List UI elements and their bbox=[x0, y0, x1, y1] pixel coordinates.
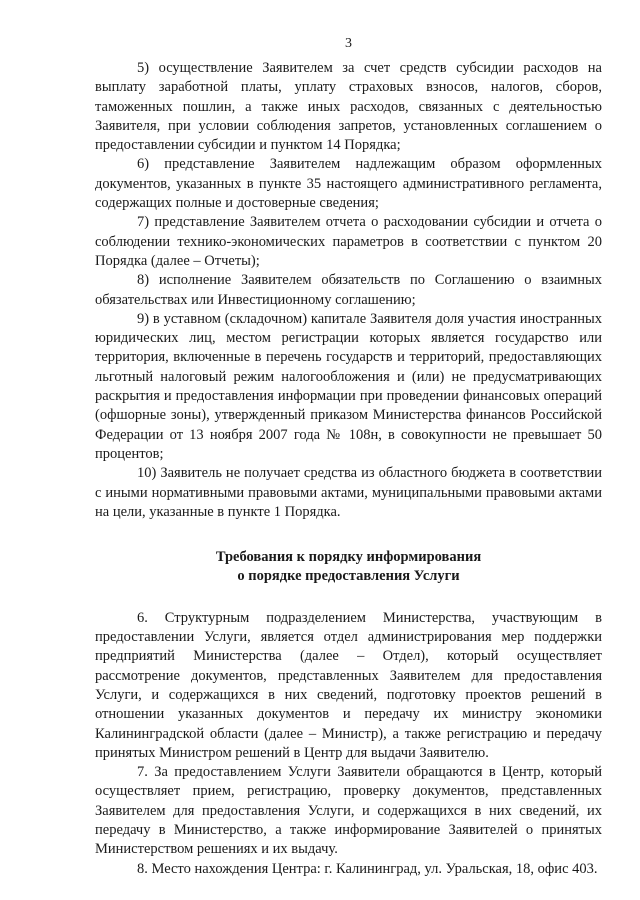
list-item: 6) представление Заявителем надлежащим образом оформленных документов, указанных в пункте 35 настоящего административного регламента, содержащих полные и достоверные сведения; bbox=[95, 156, 602, 212]
list-item: 7) представление Заявителем отчета о расходовании субсидии и отчета о соблюдении технико-экономических параметров в соответствии с пунктом 20 Порядка (далее – Отчеты); bbox=[95, 214, 602, 269]
list-item: 9) в уставном (складочном) капитале Заявителя доля участия иностранных юридических лиц, местом регистрации которых является государство или территория, включенные в перечень государств и территорий, предоставляющих льготный налоговый режим налогообложения и (или) не предусматривающих раскрытия и предоставления информации при проведении финансовых операций (офшорные зоны), утвержденный приказом Министерства финансов Российской Федерации от 13 ноября 2007 года № 108н, в совокупности не превышает 50 процентов; bbox=[95, 310, 602, 462]
page-number: 3 bbox=[345, 36, 352, 51]
section-heading-line: о порядке предоставления Услуги bbox=[237, 568, 460, 585]
paragraph: 8. Место нахождения Центра: г. Калининград, ул. Уральская, 18, офис 403. bbox=[137, 860, 598, 877]
section-body bbox=[95, 609, 602, 879]
paragraph: 7. За предоставлением Услуги Заявители обращаются в Центр, который осуществляет прием, регистрацию, проверку документов, представленных Заявителем для предоставления Услуги, и содержащихся в них сведений, их передачу в Министерство, а также информирование Заявителей о принятых Министерством решениях и их выдачу. bbox=[95, 764, 602, 858]
section-heading bbox=[95, 548, 602, 587]
paragraph: 6. Структурным подразделением Министерства, участвующим в предоставлении Услуги, является отдел администрирования мер поддержки предприятий Министерства (далее – Отдел), который осуществляет рассмотрение документов, представленных Заявителем для предоставления Услуги, и содержащихся в них сведений, подготовку проектов решений в отношении указанных документов и передачу их министру экономики Калининградской области (далее – Министр), а также регистрацию и передачу принятых Министром решений в Центр для выдачи Заявителю. bbox=[95, 609, 602, 761]
list-item: 8) исполнение Заявителем обязательств по Соглашению о взаимных обязательствах или Инвестиционному соглашению; bbox=[95, 272, 602, 308]
conditions-list bbox=[95, 59, 602, 522]
section-heading-line: Требования к порядку информирования bbox=[215, 549, 482, 566]
list-item: 10) Заявитель не получает средства из областного бюджета в соответствии с иными нормативными правовыми актами, муниципальными правовыми актами на цели, указанные в пункте 1 Порядка. bbox=[95, 465, 602, 520]
list-item: 5) осуществление Заявителем за счет средств субсидии расходов на выплату заработной платы, уплату страховых взносов, налогов, сборов, таможенных пошлин, а также иных расходов, связанных с деятельностью Заявителя, при условии соблюдения запретов, установленных соглашением о предоставлении субсидии и пунктом 14 Порядка; bbox=[95, 60, 602, 154]
